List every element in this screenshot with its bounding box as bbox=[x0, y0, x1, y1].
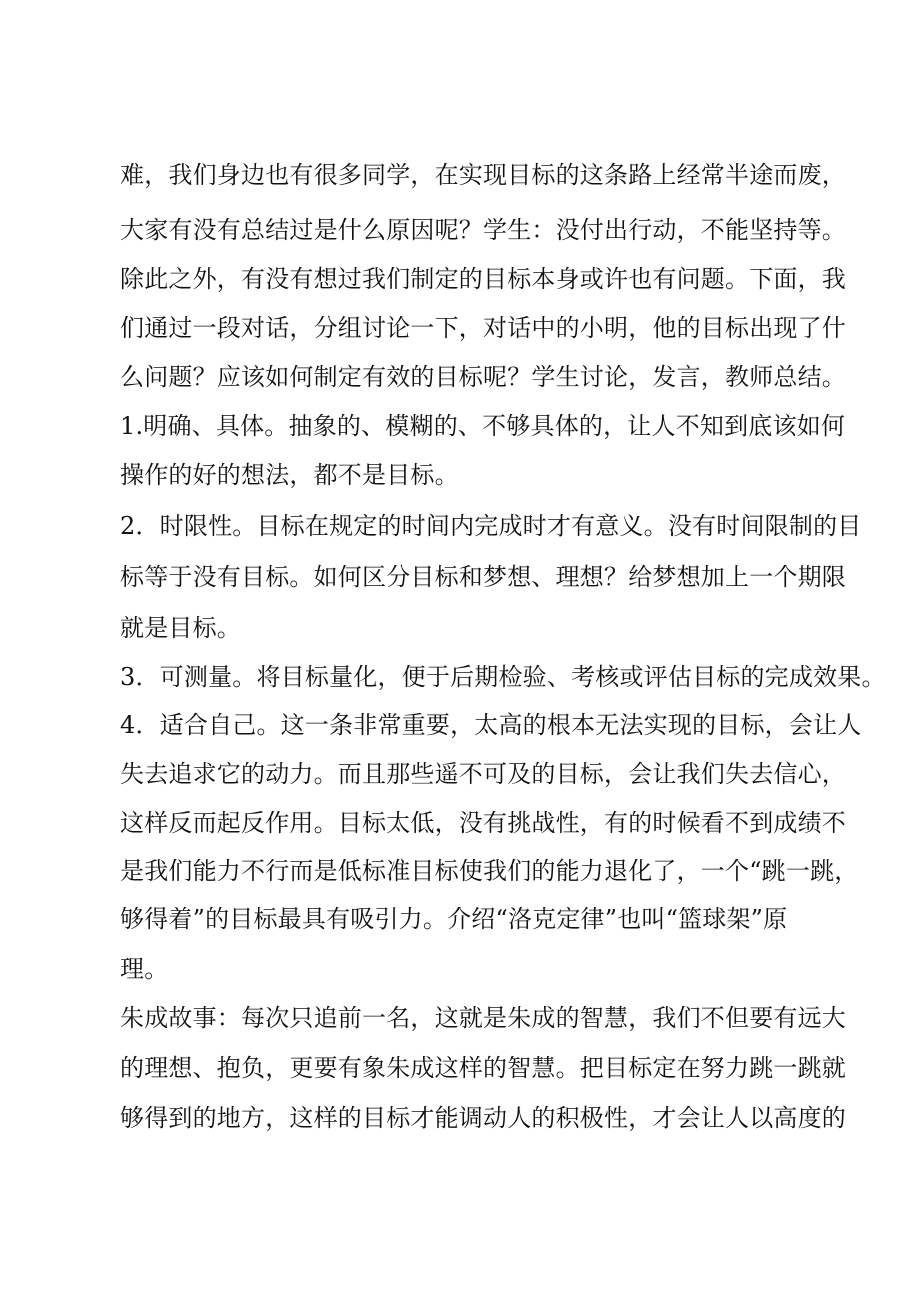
text-line: 大家有没有总结过是什么原因呢？学生：没付出行动，不能坚持等。 bbox=[120, 216, 846, 244]
text-line: 1.明确、具体。抽象的、模糊的、不够具体的，让人不知到底该如何 bbox=[120, 412, 846, 440]
text-line: 们通过一段对话，分组讨论一下，对话中的小明，他的目标出现了什 bbox=[120, 314, 846, 342]
text-line: 够得到的地方，这样的目标才能调动人的积极性，才会让人以高度的 bbox=[120, 1104, 846, 1132]
text-line: 这样反而起反作用。目标太低，没有挑战性，有的时候看不到成绩不 bbox=[120, 809, 846, 837]
text-line: 4．适合自己。这一条非常重要，太高的根本无法实现的目标，会让人 bbox=[120, 711, 862, 739]
text-line: 2．时限性。目标在规定的时间内完成时才有意义。没有时间限制的目 bbox=[120, 512, 862, 540]
text-line: 难，我们身边也有很多同学，在实现目标的这条路上经常半途而废， bbox=[120, 161, 846, 189]
text-line: 操作的好的想法，都不是目标。 bbox=[120, 461, 459, 489]
text-line: 够得着”的目标最具有吸引力。介绍“洛克定律”也叫“篮球架”原 bbox=[120, 905, 788, 933]
text-line: 标等于没有目标。如何区分目标和梦想、理想？给梦想加上一个期限 bbox=[120, 563, 846, 591]
text-line: 是我们能力不行而是低标准目标使我们的能力退化了，一个“跳一跳， bbox=[120, 857, 859, 885]
text-line: 朱成故事：每次只追前一名，这就是朱成的智慧，我们不但要有远大 bbox=[120, 1004, 846, 1032]
text-line: 的理想、抱负，更要有象朱成这样的智慧。把目标定在努力跳一跳就 bbox=[120, 1054, 846, 1082]
text-line: 3．可测量。将目标量化，便于后期检验、考核或评估目标的完成效果。 bbox=[120, 663, 886, 691]
text-line: 失去追求它的动力。而且那些遥不可及的目标，会让我们失去信心， bbox=[120, 760, 846, 788]
text-line: 除此之外，有没有想过我们制定的目标本身或许也有问题。下面，我 bbox=[120, 265, 846, 293]
text-line: 理。 bbox=[120, 955, 169, 983]
text-line: 么问题？应该如何制定有效的目标呢？学生讨论，发言，教师总结。 bbox=[120, 363, 846, 391]
text-line: 就是目标。 bbox=[120, 614, 241, 642]
